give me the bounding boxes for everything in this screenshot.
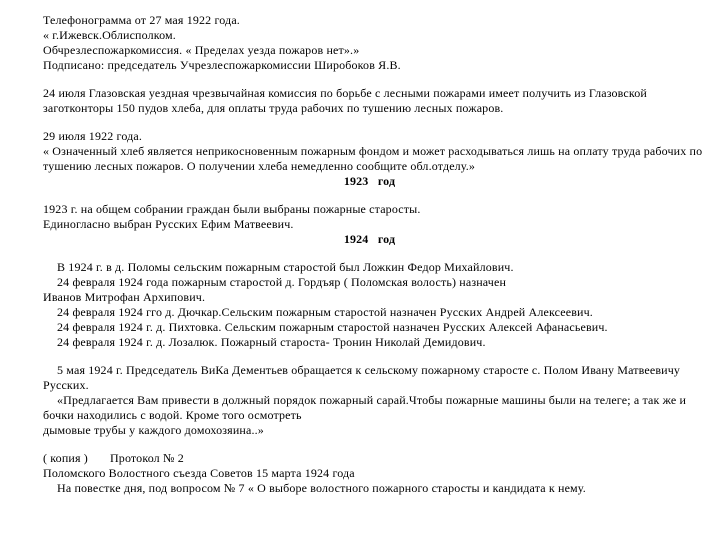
doc-line: « Означенный хлеб является неприкосновенным пожарным фондом и может расходываться лишь на оплату труда рабочих по <box>43 144 703 158</box>
doc-line: 1923 г. на общем собрании граждан были выбраны пожарные старосты. <box>43 202 421 216</box>
doc-line-agenda: На повестке дня, под вопросом № 7 « О выборе волостного пожарного старосты и кандидата к нему. <box>57 481 586 495</box>
doc-line: « г.Ижевск.Облисполком. <box>43 28 176 42</box>
doc-line: 24 февраля 1924 года пожарным старостой д. Гордъяр ( Поломская волость) назначен <box>57 275 507 289</box>
doc-line-telephonogram-title: Телефонограмма от 27 мая 1922 года. <box>43 13 240 27</box>
doc-line: «Предлагается Вам привести в должный порядок пожарный сарай.Чтобы пожарные машины были на телеге; а так же и <box>57 393 687 407</box>
year-heading-1924: 1924 год <box>343 232 396 246</box>
doc-line-signature: Подписано: председатель Учрезлеспожаркомиссии Широбоков Я.В. <box>43 58 401 72</box>
doc-line: бочки находились с водой. Кроме того осмотреть <box>43 408 302 422</box>
doc-line: 5 мая 1924 г. Председатель ВиКа Дементьев обращается к сельскому пожарному старосте с. Полом Ивану Матвеевичу <box>57 363 681 377</box>
doc-line: 24 февраля 1924 г. д. Лозалюк. Пожарный староста- Тронин Николай Демидович. <box>57 335 486 349</box>
document-text-block <box>43 13 703 496</box>
doc-line: Иванов Митрофан Архипович. <box>43 290 206 304</box>
year-heading-1923: 1923 год <box>343 174 396 188</box>
doc-line: 24 июля Глазовская уездная чрезвычайная комиссия по борьбе с лесными пожарами имеет получить из Глазовской <box>43 86 647 100</box>
doc-line: Поломского Волостного съезда Советов 15 марта 1924 года <box>43 466 355 480</box>
doc-line: 24 февраля 1924 гго д. Дючкар.Сельским пожарным старостой назначен Русских Андрей Алексеевич. <box>57 305 593 319</box>
doc-line: Русских. <box>43 378 89 392</box>
doc-line-protocol-header: ( копия ) Протокол № 2 <box>43 451 184 465</box>
doc-line: тушению лесных пожаров. О получении хлеба немедленно сообщите обл.отделу.» <box>43 159 476 173</box>
doc-line: заготконторы 150 пудов хлеба, для оплаты труда рабочих по тушению лесных пожаров. <box>43 101 504 115</box>
doc-line: Обчрезлеспожаркомиссия. « Пределах уезда пожаров нет».» <box>43 43 360 57</box>
doc-line-date: 29 июля 1922 года. <box>43 129 143 143</box>
doc-line: В 1924 г. в д. Поломы сельским пожарным старостой был Ложкин Федор Михайлович. <box>57 260 514 274</box>
doc-line: 24 февраля 1924 г. д. Пихтовка. Сельским пожарным старостой назначен Русских Алексей Афанасьевич. <box>57 320 608 334</box>
doc-line: Единогласно выбран Русских Ефим Матвеевич. <box>43 217 294 231</box>
doc-line: дымовые трубы у каждого домохозяина..» <box>43 423 264 437</box>
